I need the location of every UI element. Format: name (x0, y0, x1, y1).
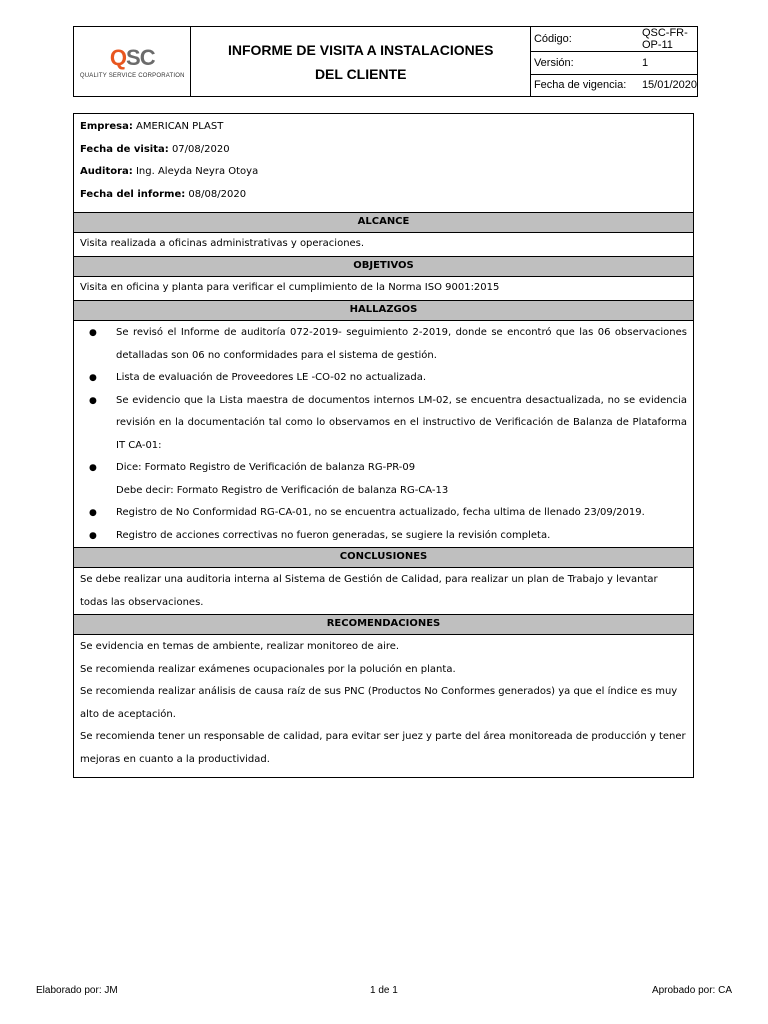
document-title (191, 27, 530, 96)
info-auditora (80, 161, 687, 184)
bullet-icon: ● (89, 395, 97, 406)
info-fecha-informe (80, 184, 687, 207)
logo-subtitle: QUALITY SERVICE CORPORATION (79, 72, 185, 79)
bullet-icon: ● (89, 530, 97, 541)
bullet-icon: ● (89, 328, 97, 338)
footer-page-number: 1 de 1 (370, 985, 398, 996)
recommendation-line: Se recomienda realizar exámenes ocupacionales por la polución en planta. (80, 663, 456, 675)
meta-value: 1 (641, 56, 649, 69)
visit-info (74, 114, 693, 212)
recommendation-line: Se evidencia en temas de ambiente, realizar monitoreo de aire. (80, 641, 400, 652)
info-empresa (80, 116, 687, 139)
report-table (73, 113, 694, 778)
document-meta (531, 27, 697, 96)
footer-elaborado: Elaborado por: JM (36, 985, 118, 996)
info-value: 07/08/2020 (168, 143, 230, 155)
section-header-alcance: ALCANCE (74, 212, 693, 233)
meta-row-version (531, 52, 697, 75)
bullet-icon: ● (89, 508, 97, 518)
finding-text: Registro de No Conformidad RG-CA-01, no se encuentra actualizado, fecha ultima de llenado 23/09/2019. (116, 507, 645, 518)
title-line-1: INFORME DE VISITA A INSTALACIONES (227, 41, 494, 58)
finding-continuation: Debe decir: Formato Registro de Verificación de balanza RG-CA-13 (116, 484, 449, 496)
finding-text: Lista de evaluación de Proveedores LE -CO-02 no actualizada. (116, 372, 427, 383)
section-header-recomendaciones: RECOMENDACIONES (74, 614, 693, 635)
logo-mark (110, 45, 155, 71)
section-body-recomendaciones (74, 635, 693, 777)
list-item (80, 502, 687, 525)
bullet-icon: ● (89, 463, 97, 473)
info-value: AMERICAN PLAST (132, 121, 224, 132)
meta-row-codigo (531, 27, 697, 52)
info-fecha-visita (80, 139, 687, 162)
meta-label: Código: (533, 33, 572, 45)
meta-value: QSC-FR-OP-11 (641, 27, 688, 51)
list-item (80, 457, 687, 502)
finding-text: Se revisó el Informe de auditoría 072-2019- seguimiento 2-2019, donde se encontró que las 06 observaciones detalladas son 06 no conformidades para el sistema de gestión. (116, 327, 687, 361)
finding-text: Registro de acciones correctivas no fueron generadas, se sugiere la revisión completa. (116, 529, 551, 541)
info-label: Empresa: (80, 121, 133, 132)
meta-value: 15/01/2020 (641, 79, 697, 92)
section-body-alcance: Visita realizada a oficinas administrativas y operaciones. (80, 238, 365, 249)
meta-label: Fecha de vigencia: (533, 79, 627, 92)
section-body-objetivos: Visita en oficina y planta para verificar el cumplimiento de la Norma ISO 9001:2015 (80, 282, 500, 293)
section-header-conclusiones: CONCLUSIONES (74, 547, 693, 568)
recommendation-line: Se recomienda tener un responsable de calidad, para evitar ser juez y parte del área monitoreada de producción y tener mejoras en cuanto a la productividad. (80, 731, 686, 765)
finding-text: Dice: Formato Registro de Verificación de balanza RG-PR-09 (116, 462, 416, 473)
list-item (80, 525, 687, 548)
title-line-2: DEL CLIENTE (314, 65, 407, 82)
list-item (80, 390, 687, 458)
company-logo (74, 27, 191, 96)
footer-aprobado: Aprobado por: CA (651, 985, 732, 996)
info-value: 08/08/2020 (185, 188, 247, 200)
section-header-hallazgos: HALLAZGOS (74, 300, 693, 321)
logo-mark-sc: SC (126, 44, 155, 70)
section-body-conclusiones: Se debe realizar una auditoria interna al Sistema de Gestión de Calidad, para realizar un plan de Trabajo y levantar todas las observaciones. (80, 574, 658, 608)
recommendation-line: Se recomienda realizar análisis de causa raíz de sus PNC (Productos No Conformes generados) ya que el índice es muy alto de aceptación. (80, 686, 678, 720)
info-label: Fecha de visita: (80, 143, 169, 155)
list-item (80, 367, 687, 390)
findings-list (80, 322, 687, 547)
finding-text: Se evidencio que la Lista maestra de documentos internos LM-02, se encuentra desactualizada, no se evidencia revisión en la documentación tal como lo observamos en el instructivo de Verificación de Balanza de Plataforma IT CA-01: (116, 394, 687, 451)
meta-row-fecha-vigencia (531, 75, 697, 97)
list-item (80, 322, 687, 367)
logo-mark-q: Q (109, 44, 127, 70)
info-value: Ing. Aleyda Neyra Otoya (132, 166, 259, 177)
meta-label: Versión: (533, 56, 574, 69)
section-body-hallazgos (74, 321, 693, 547)
info-label: Fecha del informe: (80, 188, 186, 200)
info-label: Auditora: (80, 166, 133, 177)
bullet-icon: ● (89, 373, 97, 383)
section-header-objetivos: OBJETIVOS (74, 256, 693, 277)
document-header (73, 26, 698, 97)
